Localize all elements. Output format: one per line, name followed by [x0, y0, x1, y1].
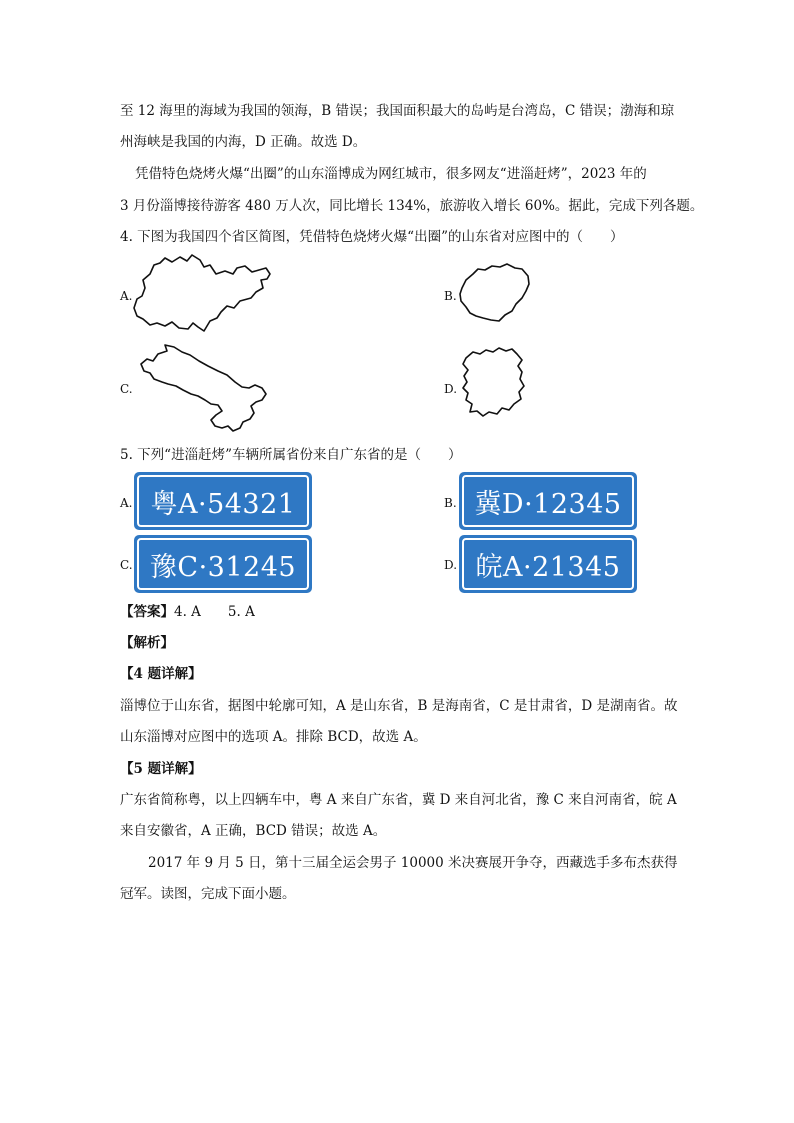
- analysis-heading: 【解析】: [120, 635, 174, 651]
- detail-5-line: 广东省简称粤，以上四辆车中，粤 A 来自广东省，冀 D 来自河北省，豫 C 来自河南省，皖 A: [120, 792, 677, 808]
- paragraph-line: 3 月份淄博接待游客 480 万人次，同比增长 134%，旅游收入增长 60%。据此，完成下列各题。: [120, 198, 704, 214]
- q4-option-c-label: C.: [120, 382, 133, 396]
- paragraph-line: 凭借特色烧烤火爆“出圈”的山东淄博成为网红城市，很多网友“进淄赶烤”，2023 年的: [135, 166, 647, 182]
- next-question-intro: 2017 年 9 月 5 日，第十三届全运会男子 10000 米决赛展开争夺，西藏选手多布杰获得: [148, 855, 678, 871]
- detail-4-line: 山东淄博对应图中的选项 A。排除 BCD，故选 A。: [120, 729, 427, 745]
- q4-option-a-label: A.: [120, 289, 133, 303]
- detail-5-line: 来自安徽省，A 正确，BCD 错误；故选 A。: [120, 823, 387, 839]
- plate-text: 皖A·21345: [462, 538, 634, 590]
- plate-text: 冀D·12345: [462, 475, 634, 527]
- license-plate-a: [134, 472, 312, 530]
- license-plate-c: [134, 535, 312, 593]
- gansu-map-outline: [138, 342, 273, 434]
- question-5-stem: 5. 下列“进淄赶烤”车辆所属省份来自广东省的是（ ）: [120, 447, 462, 463]
- detail-5-heading: 【5 题详解】: [120, 761, 202, 777]
- license-plate-b: [459, 472, 637, 530]
- question-4-stem: 4. 下图为我国四个省区简图，凭借特色烧烤火爆“出圈”的山东省对应图中的（ ）: [120, 229, 624, 245]
- plate-text: 豫C·31245: [137, 538, 309, 590]
- hunan-map-outline: [458, 346, 530, 420]
- detail-4-heading: 【4 题详解】: [120, 666, 202, 682]
- paragraph-line: 至 12 海里的海域为我国的领海，B 错误；我国面积最大的岛屿是台湾岛，C 错误；渤海和琼: [120, 103, 675, 119]
- q4-option-d-label: D.: [444, 382, 458, 396]
- q5-option-b-label: B.: [444, 496, 457, 510]
- detail-4-line: 淄博位于山东省，据图中轮廓可知，A 是山东省，B 是海南省，C 是甘肃省，D 是湖南省。故: [120, 698, 678, 714]
- q4-option-b-label: B.: [444, 289, 457, 303]
- hainan-map-outline: [456, 260, 536, 326]
- q5-option-d-label: D.: [444, 558, 458, 572]
- next-question-intro: 冠军。读图，完成下面小题。: [120, 886, 296, 902]
- q5-option-c-label: C.: [120, 558, 133, 572]
- answer-text: 4. A 5. A: [174, 604, 255, 620]
- answer-label: 【答案】: [120, 604, 174, 620]
- paragraph-line: 州海峡是我国的内海，D 正确。故选 D。: [120, 134, 367, 150]
- plate-text: 粤A·54321: [137, 475, 309, 527]
- q5-option-a-label: A.: [120, 496, 133, 510]
- answer-line: [120, 603, 255, 621]
- shandong-map-outline: [130, 252, 280, 336]
- license-plate-d: [459, 535, 637, 593]
